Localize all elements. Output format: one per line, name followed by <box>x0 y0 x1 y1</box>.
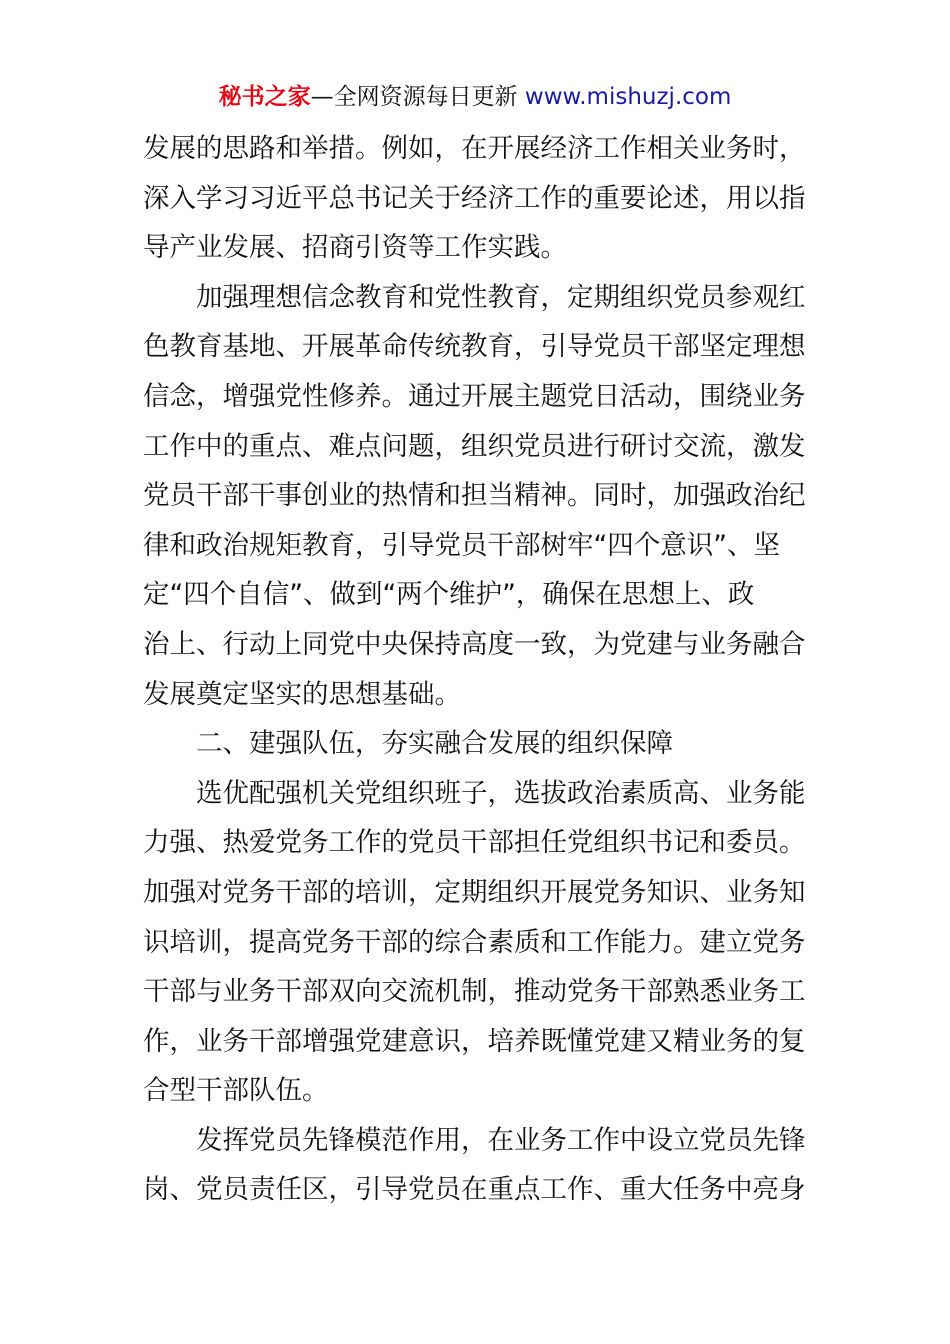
text-line: 信念，增强党性修养。通过开展主题党日活动，围绕业务 <box>143 380 806 412</box>
text-line: 定“四个自信”、做到“两个维护”，确保在思想上、政 <box>143 579 755 611</box>
site-header <box>0 80 950 114</box>
text-line: 工作中的重点、难点问题，组织党员进行研讨交流，激发 <box>143 430 806 462</box>
text-line: 岗、党员责任区，引导党员在重点工作、重大任务中亮身 <box>143 1174 806 1206</box>
text-line: 色教育基地、开展革命传统教育，引导党员干部坚定理想 <box>143 331 806 363</box>
document-body <box>143 124 807 1215</box>
site-tagline: —全网资源每日更新 <box>310 84 525 110</box>
text-line: 深入学习习近平总书记关于经济工作的重要论述，用以指 <box>143 182 806 214</box>
section-heading: 二、建强队伍，夯实融合发展的组织保障 <box>196 728 673 760</box>
site-url-link[interactable]: www.mishuzj.com <box>524 84 732 110</box>
text-line: 党员干部干事创业的热情和担当精神。同时，加强政治纪 <box>143 480 806 512</box>
text-line: 发展的思路和举措。例如，在开展经济工作相关业务时， <box>143 133 806 164</box>
text-line: 力强、热爱党务工作的党员干部担任党组织书记和委员。 <box>143 827 806 859</box>
paragraph-start-line: 选优配强机关党组织班子，选拔政治素质高、业务能 <box>196 777 806 809</box>
text-line: 治上、行动上同党中央保持高度一致，为党建与业务融合 <box>143 628 806 660</box>
text-line: 作，业务干部增强党建意识，培养既懂党建又精业务的复 <box>143 1025 806 1057</box>
text-line: 合型干部队伍。 <box>143 1075 329 1107</box>
text-line: 导产业发展、招商引资等工作实践。 <box>143 232 567 264</box>
paragraph-start-line: 发挥党员先锋模范作用，在业务工作中设立党员先锋 <box>196 1124 806 1156</box>
text-line: 加强对党务干部的培训，定期组织开展党务知识、业务知 <box>143 876 806 908</box>
site-brand: 秘书之家 <box>218 84 311 110</box>
paragraph-start-line: 加强理想信念教育和党性教育，定期组织党员参观红 <box>196 281 806 313</box>
text-line: 识培训，提高党务干部的综合素质和工作能力。建立党务 <box>143 926 806 958</box>
text-line: 律和政治规矩教育，引导党员干部树牢“四个意识”、坚 <box>143 529 780 561</box>
text-line: 干部与业务干部双向交流机制，推动党务干部熟悉业务工 <box>143 976 806 1008</box>
text-line: 发展奠定坚实的思想基础。 <box>143 678 461 710</box>
